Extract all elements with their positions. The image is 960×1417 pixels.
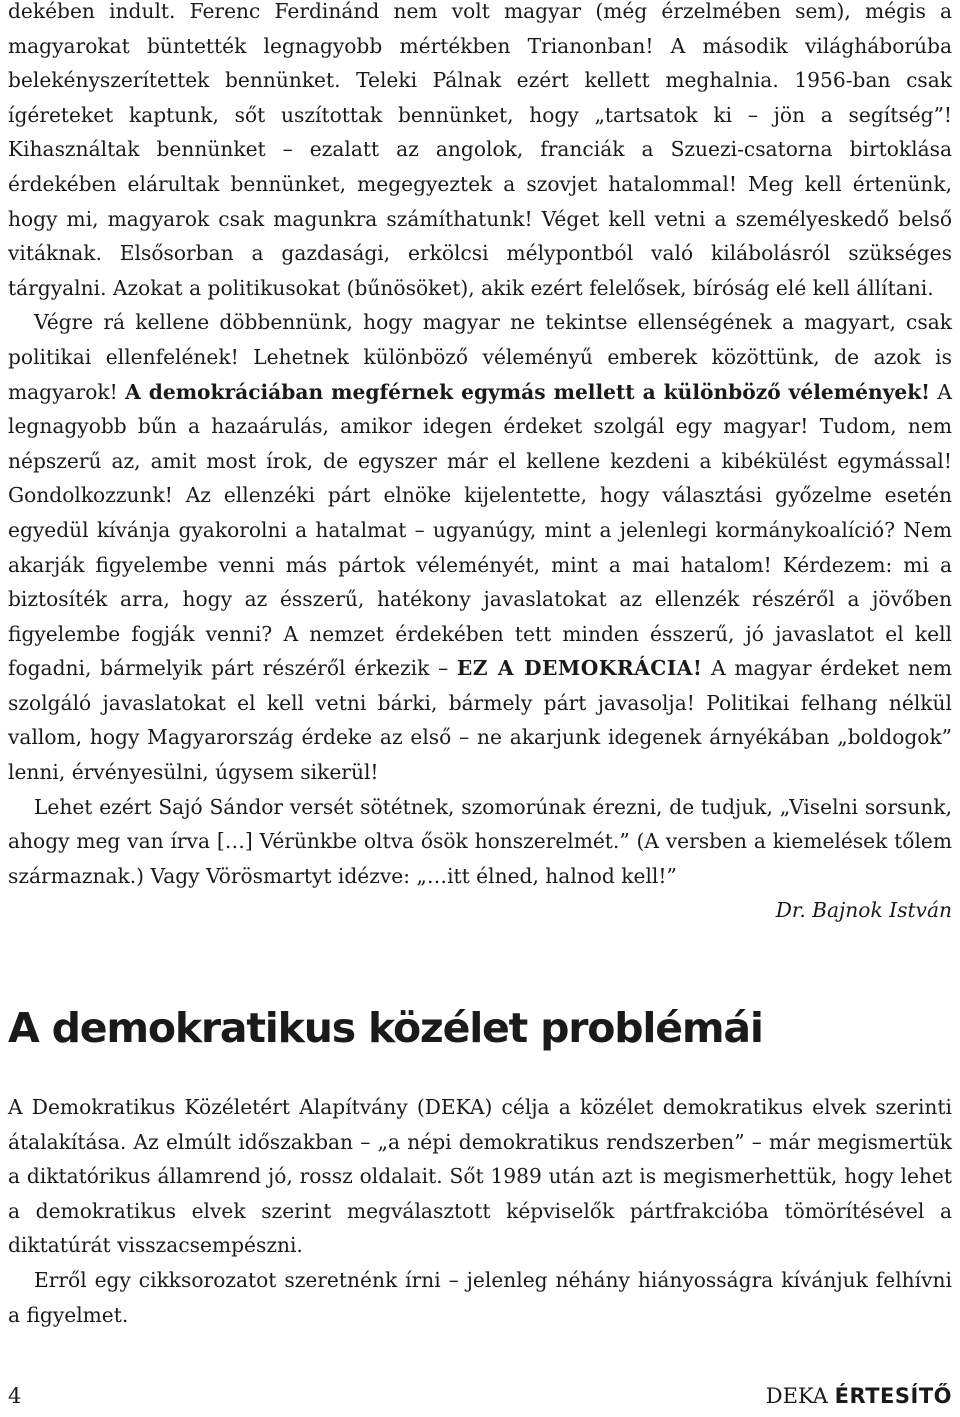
article-title: A demokratikus közélet problémái bbox=[8, 1004, 763, 1053]
paragraph-democracy bbox=[8, 305, 952, 789]
paragraph-text: Végre rá kellene döbbennünk, hogy magyar ne tekintse ellenségének a magyart, csak politikai ellenfelének! Lehetnek különböző véleményű emberek közöttünk, de azok is magyarok! bbox=[8, 310, 952, 404]
page-content bbox=[8, 0, 952, 1332]
publication-suffix: ÉRTESÍTŐ bbox=[834, 1384, 952, 1408]
paragraph-poem-quote: Lehet ezért Sajó Sándor versét sötétnek, szomorúnak érezni, de tudjuk, „Viselni sorsunk, ahogy meg van írva […] Vérünkbe oltva ősök honszerelmét.” (A versben a kiemelések tőlem származnak.) Vagy Vörösmartyt idézve: „…itt élned, halnod kell!” bbox=[8, 794, 952, 888]
bold-emphasis: A demokráciában megférnek egymás mellett a különböző vélemények! bbox=[125, 379, 931, 404]
paragraph-intro: A Demokratikus Közéletért Alapítvány (DEKA) célja a közélet demokratikus elvek szerinti átalakítása. Az elmúlt időszakban – „a népi demokratikus rendszerben” – már megismertük a diktatórikus államrend jó, rossz oldalait. Sőt 1989 után azt is megismerhettük, hogy lehet a demokratikus elvek szerint megválasztott képviselők pártfrakcióba tömörítésével a diktatúrát visszacsempészni. bbox=[8, 1095, 952, 1258]
paragraph-text: A legnagyobb bűn a hazaárulás, amikor idegen érdeket szolgál egy magyar! Tudom, nem népszerű az, amit most írok, de egyszer már el kellene kezdeni a kibékülést egymással! Gondolkozzunk! Az ellenzéki párt elnöke kijelentette, hogy választási győzelme esetén egyedül kívánja gyakorolni a hatalmat – ugyanúgy, mint a jelenlegi kormánykoalíció? Nem akarják figyelembe venni más pártok véleményét, mint a mai hatalom! Kérdezem: mi a biztosíték arra, hogy az ésszerű, hatékony javaslatokat az ellenzék részéről a jövőben figyelembe fogják venni? A nemzet érdekében tett minden ésszerű, jó javaslatot el kell fogadni, bármelyik párt részéről érkezik – bbox=[8, 379, 953, 681]
page-number: 4 bbox=[8, 1384, 22, 1408]
publication-name bbox=[766, 1381, 952, 1411]
paragraph-series: Erről egy cikksorozatot szeretnénk írni – jelenleg néhány hiányosságra kívánjuk felhívni a figyelmet. bbox=[8, 1268, 952, 1327]
publication-prefix: DEKA bbox=[765, 1384, 828, 1408]
paragraph-text: A magyar érdeket nem szolgáló javaslatokat el kell vetni bárki, bármely párt javasolja! Politikai felhang nélkül vallom, hogy Magyarország érdeke az első – ne akarjunk idegenek árnyékában „boldogok” lenni, érvényesülni, úgysem sikerül! bbox=[8, 656, 952, 785]
caps-emphasis: EZ A DEMOKRÁCIA! bbox=[456, 656, 703, 681]
paragraph-continuation: dekében indult. Ferenc Ferdinánd nem volt magyar (még érzelmében sem), mégis a magyarokat büntették legnagyobb mértékben Trianonban! A második világháborúba belekényszerítettek bennünket. Teleki Pálnak ezért kellett meghalnia. 1956-ban csak ígéreteket kaptunk, sőt uszítottak bennünket, hogy „tartsatok ki – jön a segítség”! Kihasználtak bennünket – ezalatt az angolok, franciák a Szuezi-csatorna birtoklása érdekében elárultak bennünket, megegyeztek a szovjet hatalommal! Meg kell értenünk, hogy mi, magyarok csak magunkra számíthatunk! Véget kell vetni a személyeskedő belső vitáknak. Elsősorban a gazdasági, erkölcsi mélypontból való kilábolásról szükséges tárgyalni. Azokat a politikusokat (bűnösöket), akik ezért felelősek, bíróság elé kell állítani. bbox=[8, 0, 952, 300]
page-footer bbox=[8, 1381, 952, 1411]
author-signature: Dr. Bajnok István bbox=[775, 898, 952, 923]
